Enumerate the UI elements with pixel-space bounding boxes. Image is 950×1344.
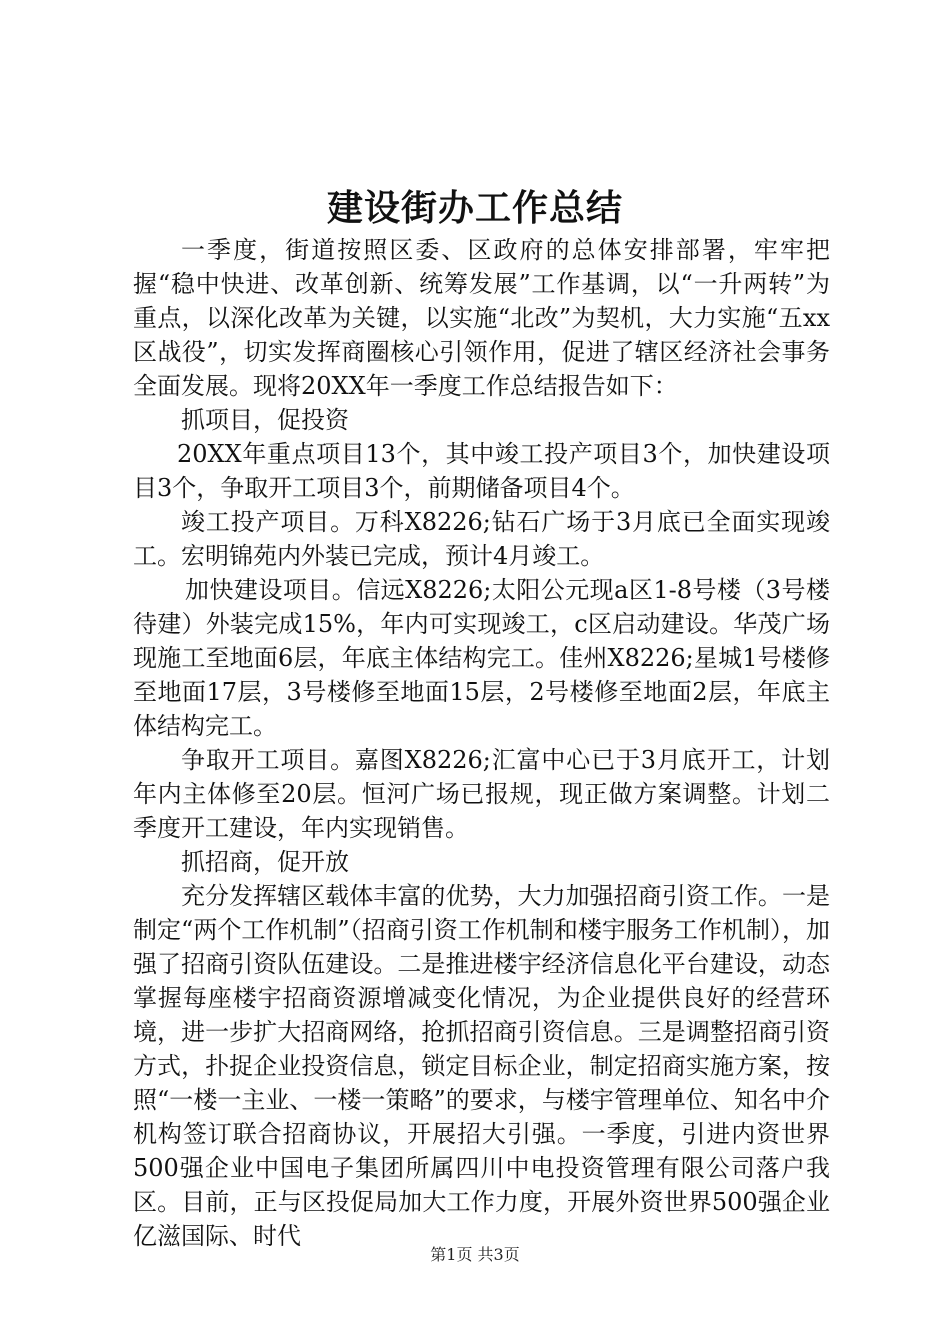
page-number-footer: 第1页 共3页 <box>430 1245 520 1264</box>
new-start-projects-paragraph: 争取开工项目。嘉图X8226;汇富中心已于3月底开工，计划年内主体修至20层。恒河广场已报规，现正做方案调整。计划二季度开工建设，年内实现销售。 <box>133 746 830 842</box>
section-heading-projects: 抓项目，促投资 <box>181 406 349 434</box>
investment-paragraph: 充分发挥辖区载体丰富的优势，大力加强招商引资工作。一是制定“两个工作机制”（招商引资工作机制和楼宇服务工作机制），加强了招商引资队伍建设。二是推进楼宇经济信息化平台建设，动态掌握每座楼宇招商资源增减变化情况，为企业提供良好的经营环境，进一步扩大招商网络，抢抓招商引资信息。三是调整招商引资方式，扑捉企业投资信息，锁定目标企业，制定招商实施方案，按照“一楼一主业、一楼一策略”的要求，与楼宇管理单位、知名中介机构签订联合招商协议，开展招大引强。一季度，引进内资世界500强企业中国电子集团所属四川中电投资管理有限公司落户我区。目前，正与区投促局加大工作力度，开展外资世界500强企业亿滋国际、时代 <box>133 882 830 1250</box>
projects-summary-paragraph: 20XX年重点项目13个，其中竣工投产项目3个，加快建设项目3个，争取开工项目3个，前期储备项目4个。 <box>133 440 830 502</box>
accelerated-projects-paragraph: 加快建设项目。信远X8226;太阳公元现a区1-8号楼（3号楼待建）外装完成15%，年内可实现竣工，c区启动建设。华茂广场现施工至地面6层，年底主体结构完工。佳州X8226;星城1号楼修至地面17层，3号楼修至地面15层，2号楼修至地面2层，年底主体结构完工。 <box>133 576 830 740</box>
intro-paragraph: 一季度，街道按照区委、区政府的总体安排部署，牢牢把握“稳中快进、改革创新、统筹发展”工作基调，以“一升两转”为重点，以深化改革为关键，以实施“北改”为契机，大力实施“五xx区战役”，切实发挥商圈核心引领作用，促进了辖区经济社会事务全面发展。现将20XX年一季度工作总结报告如下： <box>133 236 830 400</box>
section-heading-investment: 抓招商，促开放 <box>181 848 349 876</box>
completed-projects-paragraph: 竣工投产项目。万科X8226;钻石广场于3月底已全面实现竣工。宏明锦苑内外装已完成，预计4月竣工。 <box>133 508 830 570</box>
document-title: 建设街办工作总结 <box>326 187 623 229</box>
document-body <box>133 233 830 1253</box>
